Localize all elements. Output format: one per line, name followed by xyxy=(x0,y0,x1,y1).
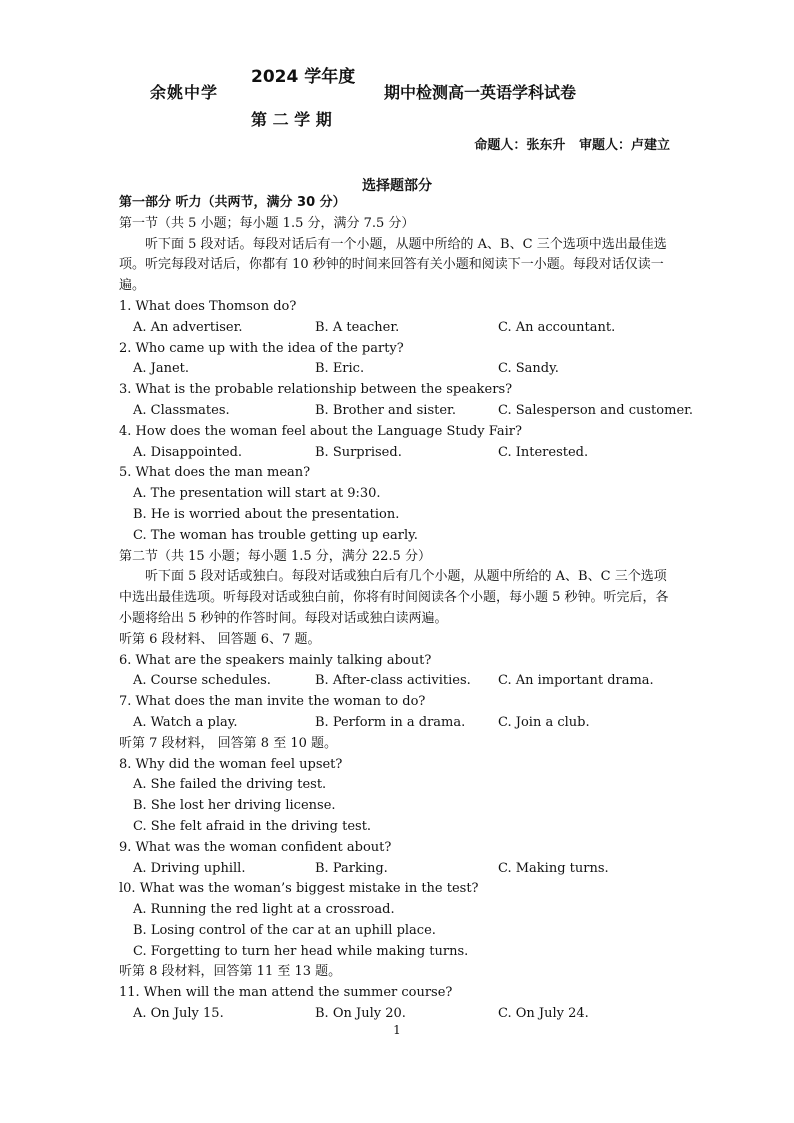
option-b: B. Perform in a drama. xyxy=(315,714,466,730)
option-b: B. Eric. xyxy=(315,361,365,377)
option-a: A. The presentation will start at 9:30. xyxy=(133,486,381,502)
option-c: C. On July 24. xyxy=(498,1006,589,1022)
option-c: C. She felt afraid in the driving test. xyxy=(133,818,372,834)
option-b: B. After-class activities. xyxy=(315,673,471,689)
option-c: C. Sandy. xyxy=(498,361,559,377)
option-a: A. Course schedules. xyxy=(133,673,271,689)
exam-title: 期中检测高一英语学科试卷 xyxy=(384,83,577,102)
school-term: 第 二 学 期 xyxy=(251,110,332,129)
option-a: A. Watch a play. xyxy=(133,714,238,730)
question-stem: 11. When will the man attend the summer course? xyxy=(119,985,453,1001)
question-stem: 7. What does the man invite the woman to do? xyxy=(119,694,426,710)
part1-title: 第一部分 听力（共两节，满分 30 分） xyxy=(119,195,346,210)
material-note: 听第 8 段材料，回答第 11 至 13 题。 xyxy=(119,964,342,980)
option-a: A. Driving uphill. xyxy=(133,860,246,876)
material-note: 听第 6 段材料、 回答题 6、7 题。 xyxy=(119,631,321,647)
option-a: A. Janet. xyxy=(133,361,190,377)
option-b: B. Parking. xyxy=(315,860,388,876)
sec2-title: 第二节（共 15 小题；每小题 1.5 分，满分 22.5 分） xyxy=(119,548,431,564)
options-row xyxy=(119,401,694,422)
options-row xyxy=(119,671,679,692)
sec1-title: 第一节（共 5 小题；每小题 1.5 分，满分 7.5 分） xyxy=(119,215,415,231)
options-row xyxy=(119,318,679,339)
options-row xyxy=(119,443,679,464)
question-stem: 9. What was the woman confident about? xyxy=(119,839,392,855)
option-a: A. Classmates. xyxy=(133,402,230,418)
question-stem: l0. What was the woman’s biggest mistake in the test? xyxy=(119,881,479,897)
sec1-instructions: 听下面 5 段对话。每段对话后有一个小题，从题中所给的 A、B、C 三个选项中选出最佳选项。听完每段对话后，你都有 10 秒钟的时间来回答有关小题和阅读下一小题。每段对话仅读一遍。 xyxy=(119,236,667,294)
option-a: A. Running the red light at a crossroad. xyxy=(133,902,395,918)
option-b: B. He is worried about the presentation. xyxy=(133,506,400,522)
option-c: C. Making turns. xyxy=(498,860,609,876)
question-stem: 8. Why did the woman feel upset? xyxy=(119,756,343,772)
option-c: C. An important drama. xyxy=(498,673,654,689)
option-c: C. Salesperson and customer. xyxy=(498,402,694,418)
question-stem: 5. What does the man mean? xyxy=(119,465,311,481)
option-b: B. On July 20. xyxy=(315,1006,406,1022)
question-stem: 3. What is the probable relationship between the speakers? xyxy=(119,382,513,398)
option-b: B. She lost her driving license. xyxy=(133,798,336,814)
exam-content xyxy=(119,193,694,1025)
options-row xyxy=(119,713,679,734)
material-note: 听第 7 段材料， 回答第 8 至 10 题。 xyxy=(119,735,338,751)
option-c: C. Interested. xyxy=(498,444,589,460)
option-a: A. She failed the driving test. xyxy=(133,777,327,793)
option-b: B. A teacher. xyxy=(315,319,400,335)
question-stem: 2. Who came up with the idea of the party? xyxy=(119,340,404,356)
option-a: A. Disappointed. xyxy=(133,444,243,460)
option-b: B. Brother and sister. xyxy=(315,402,456,418)
options-row xyxy=(119,859,679,880)
option-b: B. Losing control of the car at an uphill place. xyxy=(133,922,436,938)
question-stem: 4. How does the woman feel about the Language Study Fair? xyxy=(119,423,522,439)
school-name: 余姚中学 xyxy=(150,83,219,102)
school-year: 2024 学年度 xyxy=(251,67,356,87)
options-row xyxy=(119,1004,679,1025)
options-row xyxy=(119,359,679,380)
section-title: 选择题部分 xyxy=(362,178,432,194)
page-number: 1 xyxy=(393,1023,401,1037)
option-c: C. Forgetting to turn her head while making turns. xyxy=(133,943,469,959)
sec2-instructions: 听下面 5 段对话或独白。每段对话或独白后有几个小题，从题中所给的 A、B、C 三个选项中选出最佳选项。听每段对话或独白前，你将有时间阅读各个小题，每小题 5 秒钟。听完后，各小题将给出 5 秒钟的作答时间。每段对话或独白读两遍。 xyxy=(119,569,669,626)
question-stem: 1. What does Thomson do? xyxy=(119,298,297,314)
option-a: A. On July 15. xyxy=(133,1006,224,1022)
option-a: A. An advertiser. xyxy=(133,319,243,335)
exam-authors: 命题人：张东升 审题人：卢建立 xyxy=(474,138,670,153)
question-stem: 6. What are the speakers mainly talking about? xyxy=(119,652,432,668)
option-b: B. Surprised. xyxy=(315,444,402,460)
option-c: C. The woman has trouble getting up early. xyxy=(133,527,418,543)
option-c: C. An accountant. xyxy=(498,319,616,335)
option-c: C. Join a club. xyxy=(498,714,590,730)
